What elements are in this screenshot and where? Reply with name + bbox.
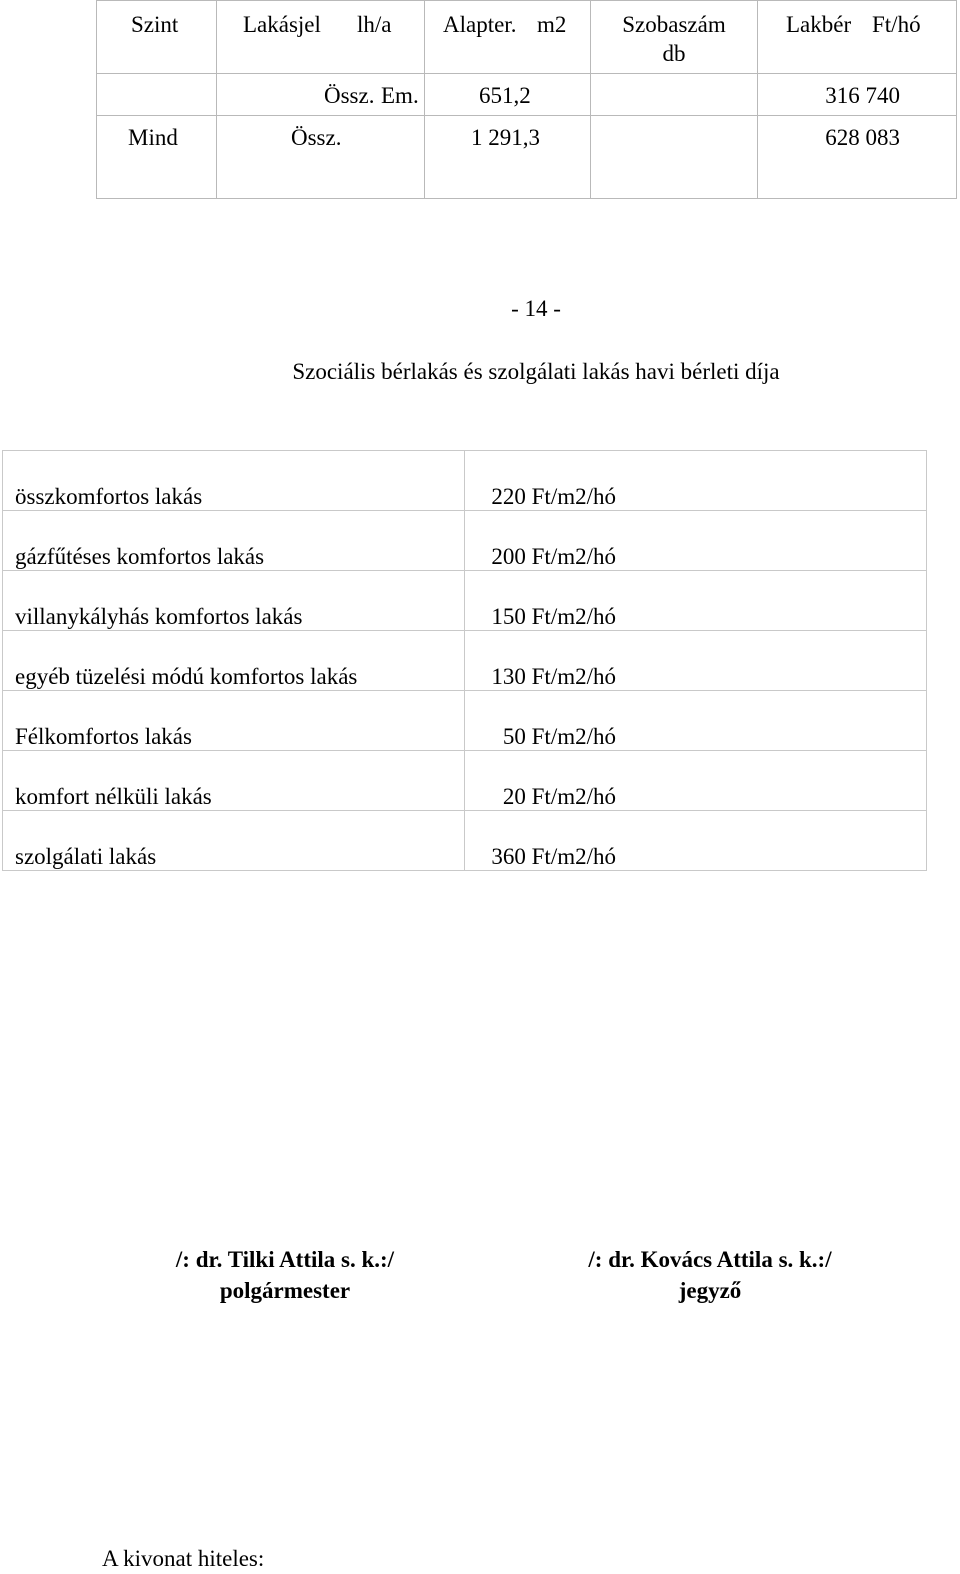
rate-value: 20 Ft/m2/hó [502, 784, 616, 809]
header-cell [758, 1, 957, 74]
header-cell [425, 1, 591, 74]
header-alapter: Alapter. [443, 12, 517, 37]
rate-value: 360 Ft/m2/hó [491, 844, 616, 869]
em-label: Em. [381, 83, 419, 108]
em-ossz-label: Össz. [324, 83, 375, 108]
table-row [3, 571, 927, 631]
mayor-signature [120, 1244, 450, 1306]
rate-type: összkomfortos lakás [15, 484, 203, 509]
table-row [3, 811, 927, 871]
table-row [97, 116, 957, 199]
rate-value: 220 Ft/m2/hó [491, 484, 616, 509]
mind-rent-value: 628 083 [825, 125, 900, 150]
rate-value: 150 Ft/m2/hó [491, 604, 616, 629]
notary-signature [545, 1244, 875, 1306]
table-row [3, 751, 927, 811]
summary-table [96, 0, 957, 199]
header-lakasjel: Lakásjel [243, 12, 321, 37]
rate-type: szolgálati lakás [15, 844, 157, 869]
header-lha: lh/a [357, 12, 392, 37]
table-row [3, 691, 927, 751]
header-cell [217, 1, 425, 74]
header-m2: m2 [537, 12, 567, 37]
em-area-value: 651,2 [479, 83, 531, 108]
rate-type: Félkomfortos lakás [15, 724, 192, 749]
section-title: Szociális bérlakás és szolgálati lakás havi bérleti díja [292, 359, 780, 384]
rates-table [2, 450, 927, 871]
rate-value: 200 Ft/m2/hó [491, 544, 616, 569]
page-number: - 14 - [511, 296, 561, 321]
header-cell [591, 1, 758, 74]
header-cell [97, 1, 217, 74]
summary-header-row [97, 1, 957, 74]
rate-type: egyéb tüzelési módú komfortos lakás [15, 664, 358, 689]
header-szobaszam: Szobaszám [622, 12, 726, 37]
certification-footer: A kivonat hiteles: [102, 1546, 265, 1571]
table-row [3, 511, 927, 571]
mayor-name: /: dr. Tilki Attila s. k.:/ [175, 1247, 395, 1272]
notary-name: /: dr. Kovács Attila s. k.:/ [588, 1247, 832, 1272]
rate-value: 50 Ft/m2/hó [502, 724, 616, 749]
table-row [3, 631, 927, 691]
header-db: db [662, 41, 686, 66]
header-szint: Szint [131, 12, 179, 37]
mind-ossz-label: Össz. [291, 125, 342, 150]
rate-type: komfort nélküli lakás [15, 784, 212, 809]
header-lakber: Lakbér [786, 12, 852, 37]
rate-type: villanykályhás komfortos lakás [15, 604, 303, 629]
notary-title: jegyző [678, 1278, 742, 1303]
rate-type: gázfűtéses komfortos lakás [15, 544, 265, 569]
header-ftho: Ft/hó [872, 12, 921, 37]
table-row [97, 74, 957, 116]
table-row [3, 451, 927, 511]
mind-label: Mind [128, 125, 178, 150]
rate-value: 130 Ft/m2/hó [491, 664, 616, 689]
mayor-title: polgármester [219, 1278, 351, 1303]
mind-area-value: 1 291,3 [471, 125, 540, 150]
em-rent-value: 316 740 [825, 83, 900, 108]
